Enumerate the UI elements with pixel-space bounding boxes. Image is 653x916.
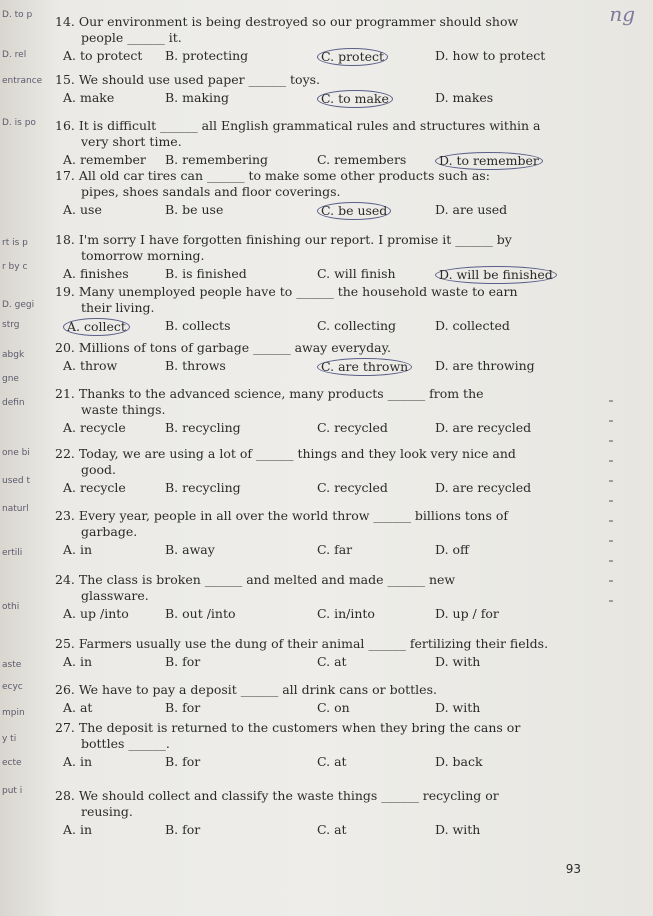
answer-options — [55, 606, 635, 624]
answer-option: A. finishes — [63, 266, 129, 281]
question-stem: 18. I'm sorry I have forgotten finishing our report. I promise it ______ by — [55, 232, 512, 247]
answer-option: C. at — [317, 822, 347, 837]
answer-options — [55, 48, 635, 66]
question-continuation: people ______ it. — [81, 30, 182, 45]
margin-note: othi — [2, 602, 20, 612]
answer-option: A. throw — [63, 358, 118, 373]
question-stem: 25. Farmers usually use the dung of their animal ______ fertilizing their fields. — [55, 636, 549, 651]
answer-option: A. to protect — [63, 48, 143, 63]
answer-options — [55, 420, 635, 438]
answer-options — [55, 822, 635, 840]
answer-option: A. use — [63, 202, 102, 217]
question-stem: 24. The class is broken ______ and melted and made ______ new — [55, 572, 456, 587]
margin-note: D. to p — [2, 10, 33, 20]
answer-options — [55, 266, 635, 284]
margin-note: D. rel — [2, 50, 27, 60]
answer-option: A. at — [63, 700, 93, 715]
margin-note: aste — [2, 660, 22, 670]
answer-option: B. for — [165, 654, 201, 669]
margin-note: naturl — [2, 504, 29, 514]
question-stem: 22. Today, we are using a lot of ______ things and they look very nice and — [55, 446, 516, 461]
margin-note: ecte — [2, 758, 22, 768]
margin-note: ertili — [2, 548, 23, 558]
answer-option: D. with — [435, 822, 481, 837]
answer-option: D. with — [435, 700, 481, 715]
question-stem: 28. We should collect and classify the waste things ______ recycling or — [55, 788, 499, 803]
answer-option: D. up / for — [435, 606, 499, 621]
question-stem: 14. Our environment is being destroyed so our programmer should show — [55, 14, 519, 29]
exercise-list — [55, 0, 645, 916]
answer-option: C. far — [317, 542, 353, 557]
answer-option: A. in — [63, 542, 93, 557]
answer-option: A. up /into — [63, 606, 129, 621]
margin-note: entrance — [2, 76, 43, 86]
question-stem: 17. All old car tires can ______ to make some other products such as: — [55, 168, 490, 183]
handwritten-note: ng — [609, 2, 635, 26]
question-stem: 27. The deposit is returned to the customers when they bring the cans or — [55, 720, 521, 735]
question-item — [55, 720, 635, 772]
answer-option: C. on — [317, 700, 350, 715]
answer-option: B. recycling — [165, 480, 241, 495]
answer-option: A. make — [63, 90, 115, 105]
question-item — [55, 508, 635, 560]
question-item — [55, 118, 635, 170]
question-stem: 20. Millions of tons of garbage ______ away everyday. — [55, 340, 391, 355]
question-continuation: very short time. — [81, 134, 182, 149]
page-number: 93 — [565, 862, 581, 876]
margin-note: defin — [2, 398, 25, 408]
answer-option: A. in — [63, 822, 93, 837]
question-continuation: tomorrow morning. — [81, 248, 205, 263]
question-item — [55, 72, 635, 108]
margin-note: y ti — [2, 734, 17, 744]
answer-option: B. throws — [165, 358, 226, 373]
answer-options — [55, 358, 635, 376]
answer-option-circled: C. are thrown — [317, 358, 412, 376]
answer-option: D. are recycled — [435, 480, 532, 495]
margin-note: mpin — [2, 708, 25, 718]
answer-options — [55, 90, 635, 108]
answer-option: B. away — [165, 542, 215, 557]
answer-option: C. recycled — [317, 420, 388, 435]
question-stem: 23. Every year, people in all over the world throw ______ billions tons of — [55, 508, 509, 523]
question-continuation: good. — [81, 462, 117, 477]
answer-option: D. back — [435, 754, 483, 769]
question-item — [55, 340, 635, 376]
answer-option: C. recycled — [317, 480, 388, 495]
answer-options — [55, 318, 635, 336]
answer-option: B. is finished — [165, 266, 247, 281]
answer-option: D. collected — [435, 318, 510, 333]
margin-note: rt is p — [2, 238, 28, 248]
answer-option: D. off — [435, 542, 469, 557]
answer-option: C. remembers — [317, 152, 407, 167]
answer-option: D. with — [435, 654, 481, 669]
question-item — [55, 284, 635, 336]
question-stem: 21. Thanks to the advanced science, many products ______ from the — [55, 386, 484, 401]
answer-option: B. be use — [165, 202, 224, 217]
margin-note: abgk — [2, 350, 25, 360]
question-continuation: their living. — [81, 300, 155, 315]
answer-options — [55, 542, 635, 560]
margin-note: D. gegi — [2, 300, 35, 310]
question-continuation: glassware. — [81, 588, 149, 603]
answer-option: B. protecting — [165, 48, 249, 63]
answer-option: B. remembering — [165, 152, 269, 167]
question-item — [55, 168, 635, 220]
margin-note: put i — [2, 786, 23, 796]
question-item — [55, 636, 635, 672]
answer-option: C. at — [317, 754, 347, 769]
margin-note: D. is po — [2, 118, 36, 128]
answer-option: B. for — [165, 822, 201, 837]
answer-option: D. makes — [435, 90, 494, 105]
answer-option: D. are throwing — [435, 358, 535, 373]
question-item — [55, 14, 635, 66]
answer-option-circled: C. protect — [317, 48, 388, 66]
question-stem: 15. We should use used paper ______ toys. — [55, 72, 321, 87]
answer-option-circled: D. to remember — [435, 152, 543, 170]
answer-option: A. in — [63, 754, 93, 769]
answer-options — [55, 700, 635, 718]
answer-option: C. in/into — [317, 606, 375, 621]
answer-option: D. how to protect — [435, 48, 546, 63]
margin-note: strg — [2, 320, 20, 330]
margin-notes — [2, 0, 50, 916]
answer-option: B. out /into — [165, 606, 236, 621]
answer-option: B. for — [165, 754, 201, 769]
answer-option: A. recycle — [63, 420, 126, 435]
question-stem: 19. Many unemployed people have to ______ the household waste to earn — [55, 284, 518, 299]
answer-option: A. in — [63, 654, 93, 669]
answer-option: A. remember — [63, 152, 146, 167]
answer-option: D. are recycled — [435, 420, 532, 435]
answer-option: C. at — [317, 654, 347, 669]
margin-note: ecyc — [2, 682, 23, 692]
answer-option: A. recycle — [63, 480, 126, 495]
question-item — [55, 386, 635, 438]
answer-option: B. collects — [165, 318, 231, 333]
question-item — [55, 788, 635, 840]
margin-note: gne — [2, 374, 19, 384]
answer-option-circled: C. to make — [317, 90, 393, 108]
margin-note: one bi — [2, 448, 30, 458]
margin-note: used t — [2, 476, 31, 486]
answer-option: C. will finish — [317, 266, 396, 281]
answer-option: C. collecting — [317, 318, 397, 333]
answer-option: B. recycling — [165, 420, 241, 435]
question-item — [55, 682, 635, 718]
answer-option-circled: C. be used — [317, 202, 391, 220]
question-item — [55, 446, 635, 498]
question-continuation: reusing. — [81, 804, 133, 819]
question-stem: 26. We have to pay a deposit ______ all drink cans or bottles. — [55, 682, 437, 697]
answer-option-circled: D. will be finished — [435, 266, 557, 284]
question-continuation: pipes, shoes sandals and floor coverings. — [81, 184, 341, 199]
question-stem: 16. It is difficult ______ all English grammatical rules and structures within a — [55, 118, 541, 133]
answer-options — [55, 480, 635, 498]
answer-options — [55, 754, 635, 772]
answer-option-circled: A. collect — [63, 318, 130, 336]
question-item — [55, 572, 635, 624]
question-continuation: bottles ______. — [81, 736, 170, 751]
question-continuation: garbage. — [81, 524, 138, 539]
answer-option: B. making — [165, 90, 230, 105]
answer-options — [55, 654, 635, 672]
question-item — [55, 232, 635, 284]
answer-option: D. are used — [435, 202, 508, 217]
question-continuation: waste things. — [81, 402, 166, 417]
answer-option: B. for — [165, 700, 201, 715]
margin-note: r by c — [2, 262, 28, 272]
answer-options — [55, 202, 635, 220]
